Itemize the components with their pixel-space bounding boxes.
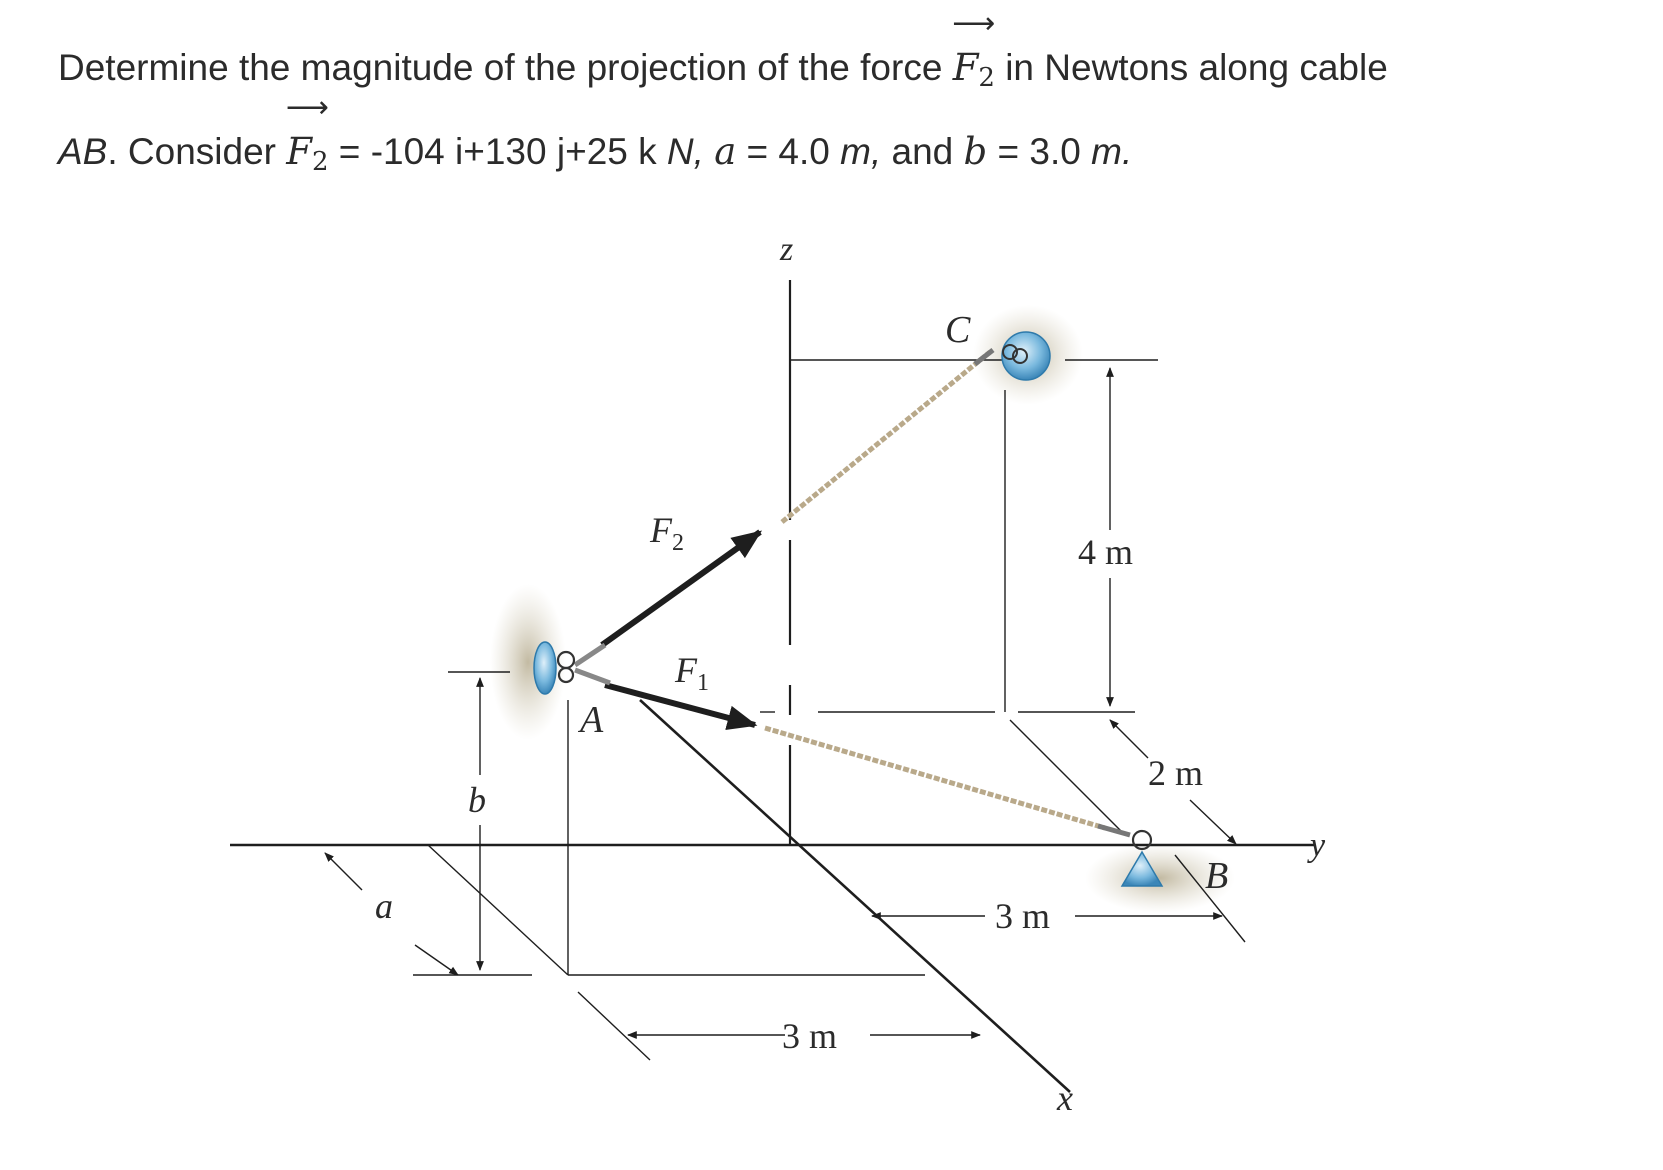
a-value: 4.0 [778,131,830,172]
force-unit: N, [666,131,704,172]
b-value: 3.0 [1029,131,1081,172]
vector-subscript: 2 [311,147,329,177]
dim-a-line [325,853,362,890]
point-c-label: C [945,309,971,351]
dim-a-label: a [375,886,393,926]
vector-symbol: F [952,46,979,89]
x-axis-label: x [1057,1078,1073,1118]
cable-name: AB [58,131,108,172]
equals-sign: = [338,131,361,172]
force-value: -104 i+130 j+25 k [370,131,657,172]
y-axis-label: y [1310,827,1326,864]
a-unit: m, [840,131,882,172]
a-diag-line [428,845,568,975]
b-unit: m. [1091,131,1133,172]
a-symbol: a [714,130,737,173]
force-f2-label [649,510,684,556]
cable-end [1098,826,1130,835]
force-f1-arrow [605,685,755,725]
dim-4m-label: 4 m [1078,532,1134,572]
cable-ac [782,352,990,522]
equals-sign: = [997,131,1020,172]
consider-text: . Consider [107,131,276,172]
force-f1-subscript: 1 [697,670,709,696]
cable-stub [575,670,610,683]
vector-arrow-icon: ⟶ [952,6,996,41]
dim-3m-x-label: 3 m [782,1016,838,1056]
and-text: and [891,131,954,172]
b-symbol: b [963,130,988,173]
vector-symbol: F [286,130,312,173]
mount-a-icon [534,642,556,694]
dim-2m-label: 2 m [1148,753,1204,793]
point-a-label: A [580,699,604,741]
equals-sign: = [746,131,769,172]
z-axis-label: z [780,231,794,268]
force-f1-label [674,650,709,696]
dim-a-line [415,945,458,975]
dim-2m-line [1110,720,1148,758]
dim-2m-line [1190,800,1236,844]
force-f2-subscript: 2 [672,530,684,556]
cable-ab [765,728,1105,828]
vector-subscript: 2 [978,63,995,93]
point-b-label: B [1205,855,1229,897]
force-f2-symbol: F [650,510,672,550]
x-dim-extension [578,992,650,1060]
dim-b-label: b [468,780,486,820]
force-f1-symbol: F [675,650,697,690]
problem-prefix: Determine the magnitude of the projection of the force [58,47,943,88]
cable-stub [575,645,605,665]
vector-arrow-icon: ⟶ [285,90,329,125]
problem-suffix: in Newtons along cable [1005,47,1388,88]
dim-3m-y-label: 3 m [995,896,1051,936]
